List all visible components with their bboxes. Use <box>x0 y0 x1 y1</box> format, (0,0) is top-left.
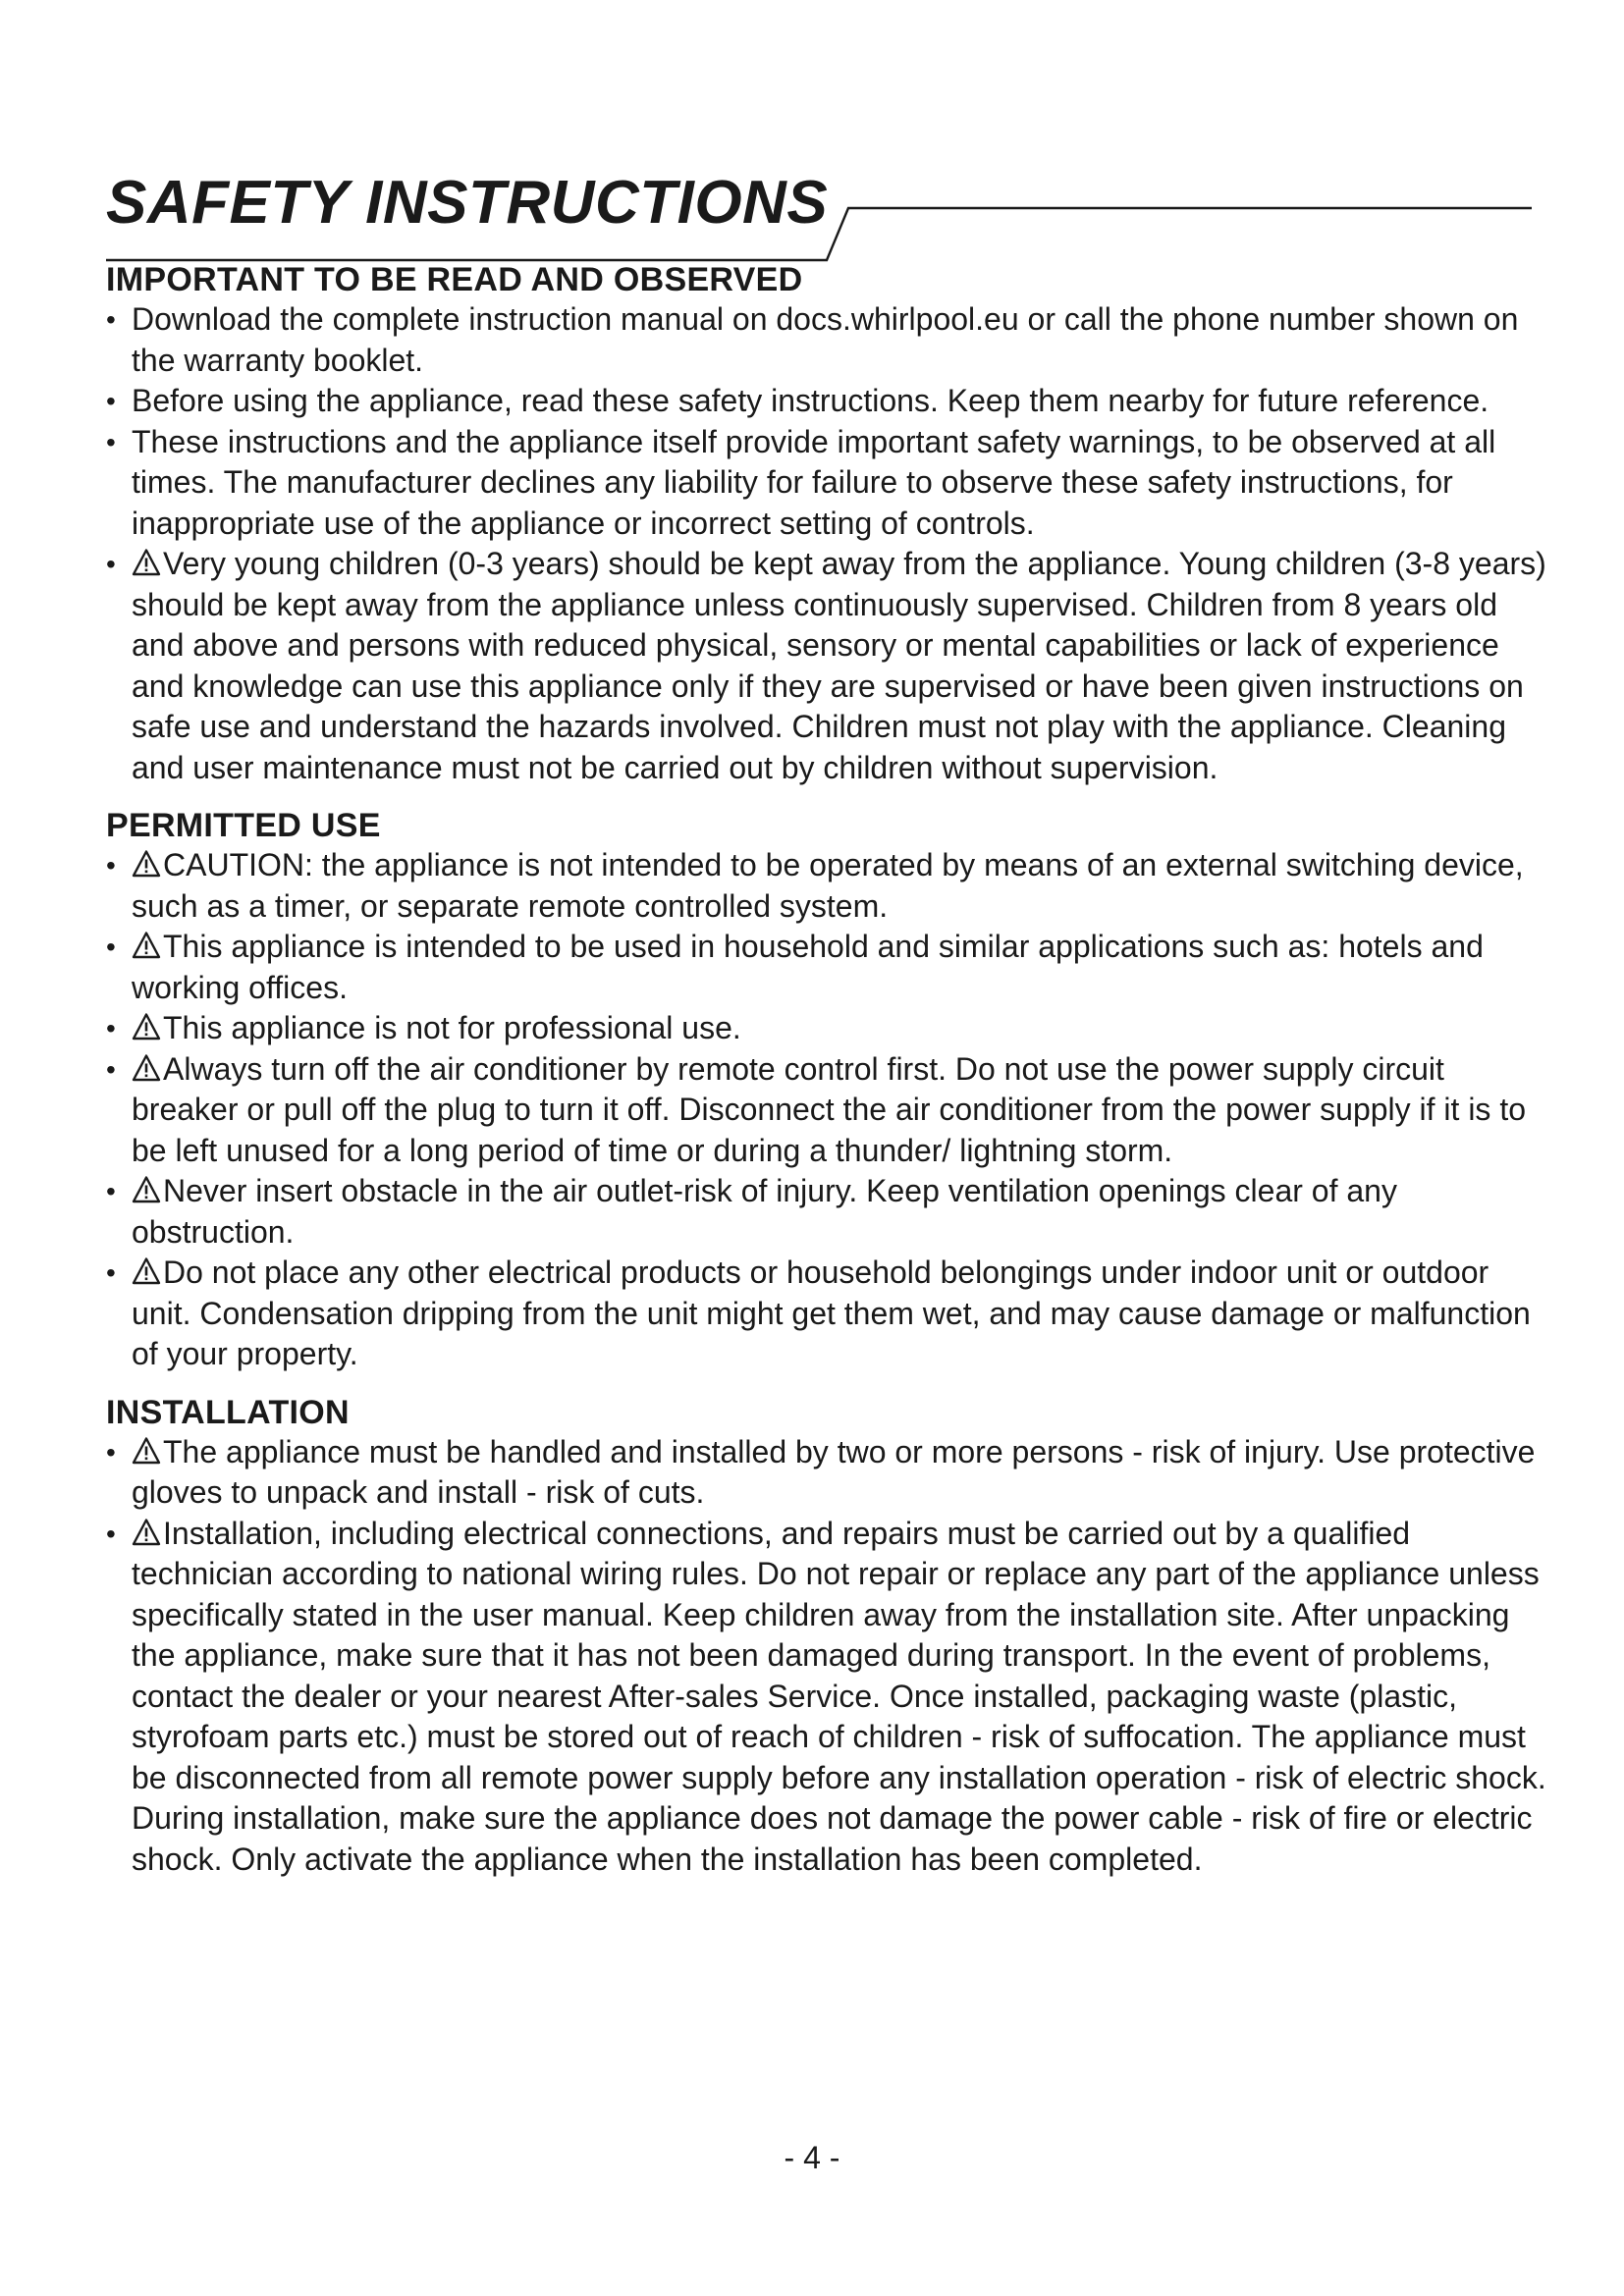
section-heading-important: IMPORTANT TO BE READ AND OBSERVED <box>106 261 803 298</box>
page-number: - 4 - <box>784 2140 840 2175</box>
section-heading-permitted-use: PERMITTED USE <box>106 807 381 844</box>
list-item <box>106 1171 1549 1253</box>
list-item <box>106 1514 1549 1881</box>
item-text: Always turn off the air conditioner by remote control first. Do not use the power supply circuit breaker or pull off the plug to turn it off. Disconnect the air conditioner from the power supply if it is to be left unused for a long period of time or during a thunder/ lightning storm. <box>132 1050 1526 1168</box>
warning-triangle-icon <box>132 1053 161 1083</box>
warning-triangle-icon <box>132 931 161 960</box>
item-text: Never insert obstacle in the air outlet-risk of injury. Keep ventilation openings clear of any obstruction. <box>132 1173 1397 1250</box>
installation-list <box>106 1432 1549 1881</box>
warning-triangle-icon <box>132 548 161 577</box>
list-item <box>106 299 1549 381</box>
bullet-dot: • <box>106 850 116 881</box>
item-text: Download the complete instruction manual on docs.whirlpool.eu or call the phone number shown on the warranty booklet. <box>132 301 1519 378</box>
bullet-dot: • <box>106 1436 116 1468</box>
warning-triangle-icon <box>132 849 161 879</box>
bullet-dot: • <box>106 304 116 335</box>
item-text: The appliance must be handled and installed by two or more persons - risk of injury. Use protective gloves to unpack and install - risk of cuts. <box>132 1433 1536 1510</box>
item-text: These instructions and the appliance itself provide important safety warnings, to be observed at all times. The manufacturer declines any liability for failure to observe these safety instructions, for inappropriate use of the appliance or incorrect setting of controls. <box>132 423 1496 541</box>
page-title: SAFETY INSTRUCTIONS <box>106 169 829 237</box>
bullet-dot: • <box>106 549 116 579</box>
list-item <box>106 1432 1549 1514</box>
warning-triangle-icon <box>132 1256 161 1286</box>
list-item <box>106 544 1549 788</box>
warning-triangle-icon <box>132 1518 161 1547</box>
warning-triangle-icon <box>132 1175 161 1204</box>
list-item <box>106 845 1549 927</box>
bullet-dot: • <box>106 1518 116 1549</box>
item-text: Do not place any other electrical products or household belongings under indoor unit or outdoor unit. Condensation dripping from the unit might get them wet, and may cause damage or malfunction of your property. <box>132 1255 1531 1371</box>
bullet-dot: • <box>106 932 116 962</box>
list-item <box>106 422 1549 545</box>
bullet-dot: • <box>106 1257 116 1288</box>
item-text: Before using the appliance, read these safety instructions. Keep them nearby for future reference. <box>132 383 1489 418</box>
permitted-use-list <box>106 845 1549 1375</box>
warning-triangle-icon <box>132 1436 161 1466</box>
item-text: This appliance is intended to be used in household and similar applications such as: hotels and working offices. <box>132 929 1484 1005</box>
list-item <box>106 1008 1549 1049</box>
list-item <box>106 1253 1549 1375</box>
list-item <box>106 381 1549 422</box>
warning-triangle-icon <box>132 1012 161 1041</box>
important-list <box>106 299 1549 788</box>
bullet-dot: • <box>106 426 116 457</box>
bullet-dot: • <box>106 1176 116 1206</box>
item-text: Very young children (0-3 years) should be kept away from the appliance. Young children (3-8 years) should be kept away from the appliance unless continuously supervised. Children from 8 years old and above and persons with reduced physical, sensory or mental capabilities or lack of experience and knowledge can use this appliance only if they are supervised or have been given instructions on safe use and understand the hazards involved. Children must not play with the appliance. Cleaning and user maintenance must not be carried out by children without supervision. <box>132 546 1546 785</box>
list-item <box>106 1049 1549 1172</box>
item-text: This appliance is not for professional use. <box>163 1010 741 1045</box>
section-heading-installation: INSTALLATION <box>106 1393 350 1431</box>
item-text: Installation, including electrical connections, and repairs must be carried out by a qualified technician according to national wiring rules. Do not repair or replace any part of the appliance unless specifically stated in the user manual. Keep children away from the installation site. After unpacking the appliance, make sure that it has not been damaged during transport. In the event of problems, contact the dealer or your nearest After-sales Service. Once installed, packaging waste (plastic, styrofoam parts etc.) must be stored out of reach of children - risk of suffocation. The appliance must be disconnected from all remote power supply before any installation operation - risk of electric shock. During installation, make sure the appliance does not damage the power cable - risk of fire or electric shock. Only activate the appliance when the installation has been completed. <box>132 1515 1546 1877</box>
bullet-dot: • <box>106 1053 116 1085</box>
title-rule <box>0 0 1624 275</box>
safety-content <box>106 260 1549 1880</box>
item-text: CAUTION: the appliance is not intended to be operated by means of an external switching device, such as a timer, or separate remote controlled system. <box>132 847 1524 924</box>
list-item <box>106 927 1549 1008</box>
bullet-dot: • <box>106 386 116 416</box>
bullet-dot: • <box>106 1013 116 1043</box>
